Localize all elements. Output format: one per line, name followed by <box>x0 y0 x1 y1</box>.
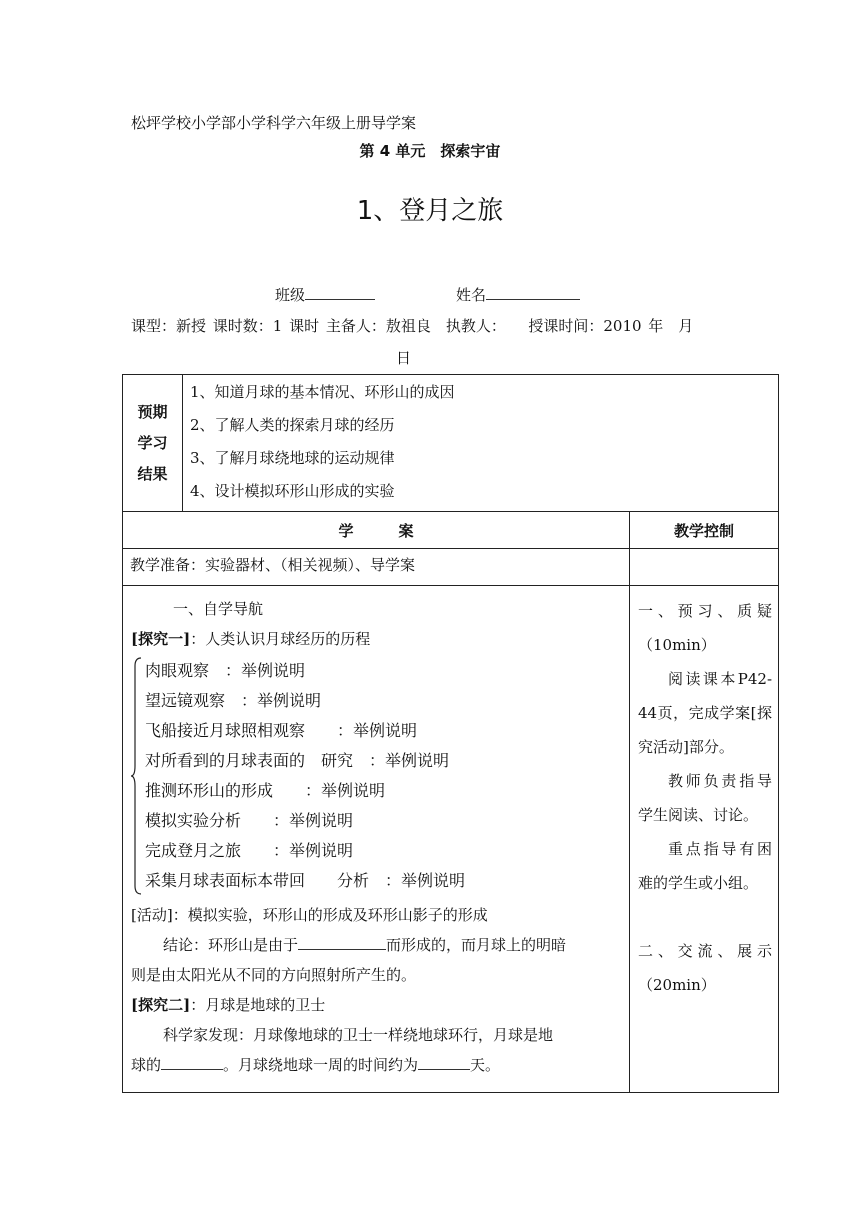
science-line: 科学家发现：月球像地球的卫士一样绕地球环行，月球是地 <box>163 1026 554 1044</box>
brace-item: 飞船接近月球照相观察 ：举例说明 <box>145 721 418 740</box>
goals-row <box>123 375 779 512</box>
days-blank[interactable] <box>418 1051 470 1070</box>
name-label: 姓名 <box>456 286 487 304</box>
goals-list <box>183 375 779 512</box>
column-plan: 学 案 <box>123 512 630 549</box>
side-paragraph: 重点指导有困难的学生或小组。 <box>638 840 773 892</box>
conclusion-blank[interactable] <box>298 931 386 950</box>
class-label: 班级 <box>275 286 306 304</box>
brace-item: 肉眼观察 ：举例说明 <box>145 661 306 680</box>
explore1-heading: [探究一]：人类认识月球经历的历程 <box>131 630 371 648</box>
brace-item: 完成登月之旅 ：举例说明 <box>145 841 354 860</box>
brace-list <box>131 656 623 896</box>
unit-title: 第 4 单元 探索宇宙 <box>359 142 501 160</box>
conclusion-line-2: 则是由太阳光从不同的方向照射所产生的。 <box>131 966 417 984</box>
lesson-info: 课型：新授 课时数：1 课时 主备人：敖祖良 执教人： 授课时间：2010 年 月 <box>131 317 694 335</box>
prep-row <box>123 549 779 586</box>
goal-item: 2、了解人类的探索月球的经历 <box>190 416 395 434</box>
school-line: 松坪学校小学部小学科学六年级上册导学案 <box>131 114 417 132</box>
brace-item: 推测环形山的形成 ：举例说明 <box>145 781 386 800</box>
goal-item: 3、了解月球绕地球的运动规律 <box>190 449 395 467</box>
section-title: 一、自学导航 <box>173 600 264 618</box>
prep-text: 教学准备：实验器材、（相关视频）、导学案 <box>123 549 630 586</box>
side-section-2: 二、交流、展示（20min） <box>638 942 773 994</box>
science-line-2: 球的 。月球绕地球一周的时间约为 天。 <box>131 1050 623 1080</box>
brace-icon <box>131 656 145 896</box>
lesson-title: 1、登月之旅 <box>356 196 504 226</box>
name-field[interactable] <box>456 281 580 305</box>
brace-item: 对所看到的月球表面的 研究 ：举例说明 <box>145 751 450 770</box>
activity-line: [活动]：模拟实验，环形山的形成及环形山影子的形成 <box>131 906 488 924</box>
prep-control-cell <box>630 549 779 586</box>
goal-item: 1、知道月球的基本情况、环形山的成因 <box>190 383 455 401</box>
side-section-1: 一、预习、质疑（10min） <box>638 602 773 654</box>
side-paragraph: 教师负责指导学生阅读、讨论。 <box>638 772 773 824</box>
column-control: 教学控制 <box>630 512 779 549</box>
side-paragraph: 阅读课本P42-44页，完成学案[探究活动]部分。 <box>638 670 773 756</box>
content-row <box>123 586 779 1093</box>
brace-item: 模拟实验分析 ：举例说明 <box>145 811 354 830</box>
lesson-table <box>122 374 779 1093</box>
brace-item: 望远镜观察 ：举例说明 <box>145 691 322 710</box>
explore2-heading: [探究二]：月球是地球的卫士 <box>131 996 326 1014</box>
header-row <box>123 512 779 549</box>
goal-item: 4、设计模拟环形山形成的实验 <box>190 482 395 500</box>
expected-label: 预期 学习 结果 <box>123 375 183 512</box>
class-field[interactable] <box>275 281 375 305</box>
lesson-info-day: 日 <box>396 349 412 367</box>
plan-content <box>123 586 630 1093</box>
brace-item: 采集月球表面标本带回 分析 ：举例说明 <box>145 871 466 890</box>
satellite-blank[interactable] <box>161 1051 223 1070</box>
conclusion-line: 结论：环形山是由于 而形成的，而月球上的明暗 <box>131 930 623 960</box>
control-content <box>630 586 779 1093</box>
